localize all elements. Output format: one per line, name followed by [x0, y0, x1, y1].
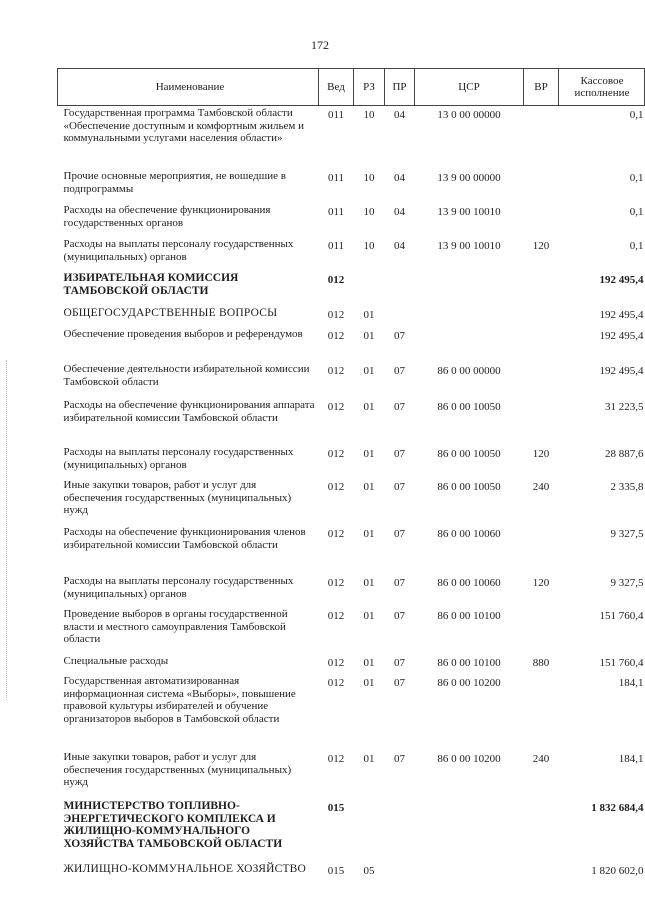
cell-sum: 0,1: [629, 172, 644, 184]
cell-pr: 07: [394, 657, 405, 669]
cell-csr: [415, 271, 524, 306]
cell-vr: [524, 327, 559, 362]
cell-pr: 04: [394, 240, 405, 252]
cell-name: ОБЩЕГОСУДАРСТВЕННЫЕ ВОПРОСЫ: [63, 307, 278, 319]
cell-csr: 86 0 00 00000: [437, 365, 501, 377]
table-row: [58, 445, 645, 478]
cell-ved: 012: [327, 528, 345, 540]
cell-rz: 01: [363, 677, 375, 689]
cell-sum: 2 335,8: [610, 481, 644, 493]
cell-vr: [524, 271, 559, 306]
cell-vr: [524, 862, 559, 895]
cell-vr: [524, 362, 559, 398]
cell-ved: 015: [327, 802, 345, 814]
table-row: [58, 398, 645, 445]
table-row: [58, 271, 645, 306]
cell-csr: 86 0 00 10050: [437, 481, 501, 493]
cell-csr: 86 0 00 10050: [437, 401, 501, 413]
cell-csr: [415, 327, 524, 362]
cell-name: Расходы на обеспечение функционирования государственных органов: [63, 204, 271, 229]
cell-name: Расходы на выплаты персоналу государственных (муниципальных) органов: [63, 446, 294, 471]
cell-vr: [524, 306, 559, 327]
cell-pr: 07: [394, 610, 405, 622]
header-sum: Кассовое исполнение: [559, 69, 645, 106]
cell-sum: 184,1: [618, 677, 644, 689]
table-row: [58, 654, 645, 674]
cell-sum: 1 832 684,4: [591, 802, 644, 814]
cell-ved: 012: [327, 577, 345, 589]
cell-vr: [524, 607, 559, 654]
cell-pr: [385, 271, 415, 306]
cell-pr: 07: [394, 448, 405, 460]
cell-pr: [385, 862, 415, 895]
cell-pr: 04: [394, 109, 405, 121]
cell-rz: 10: [363, 206, 375, 218]
cell-rz: 01: [363, 330, 375, 342]
cell-rz: 01: [363, 365, 375, 377]
cell-name: Государственная автоматизированная информационная система «Выборы», повышение правовой культуры избирателей и обучение организаторов выборов в Тамбовской области: [63, 675, 296, 725]
cell-vr: [524, 203, 559, 237]
cell-name: Прочие основные мероприятия, не вошедшие в подпрограммы: [63, 170, 286, 195]
cell-pr: [385, 306, 415, 327]
table-row: [58, 203, 645, 237]
cell-sum: 31 223,5: [605, 401, 644, 413]
cell-rz: 01: [363, 401, 375, 413]
table-row: [58, 478, 645, 525]
cell-csr: [415, 799, 524, 862]
cell-sum: 28 887,6: [605, 448, 644, 460]
cell-sum: 9 327,5: [610, 528, 644, 540]
cell-name: ЖИЛИЩНО-КОММУНАЛЬНОЕ ХОЗЯЙСТВО: [63, 863, 307, 875]
scan-margin-marks: [6, 360, 9, 700]
cell-name: Государственная программа Тамбовской области «Обеспечение доступным и комфортным жильем и коммунальными услугами населения области»: [63, 107, 304, 144]
cell-csr: 86 0 00 10200: [437, 753, 501, 765]
header-rz: РЗ: [354, 69, 385, 106]
cell-ved: 012: [327, 448, 345, 460]
cell-pr: 07: [394, 577, 405, 589]
cell-rz: 01: [363, 657, 375, 669]
cell-vr: 120: [532, 240, 550, 252]
cell-ved: 011: [327, 206, 345, 218]
table-row: [58, 362, 645, 398]
cell-vr: [524, 799, 559, 862]
cell-ved: 012: [327, 657, 345, 669]
cell-pr: [385, 799, 415, 862]
cell-ved: 012: [327, 274, 345, 286]
header-vr: ВР: [524, 69, 559, 106]
cell-ved: 012: [327, 309, 345, 321]
cell-ved: 012: [327, 330, 345, 342]
cell-name: Иные закупки товаров, работ и услуг для обеспечения государственных (муниципальных) нужд: [63, 751, 292, 788]
cell-csr: 13 9 00 10010: [437, 206, 501, 218]
cell-vr: 240: [532, 481, 550, 493]
cell-pr: 07: [394, 753, 405, 765]
cell-name: Обеспечение проведения выборов и референдумов: [63, 328, 303, 340]
cell-csr: 86 0 00 10100: [437, 657, 501, 669]
cell-ved: 012: [327, 481, 345, 493]
cell-vr: 240: [532, 753, 550, 765]
cell-vr: 120: [532, 577, 550, 589]
cell-ved: 011: [327, 240, 345, 252]
cell-pr: 07: [394, 401, 405, 413]
cell-pr: 07: [394, 528, 405, 540]
table-row: [58, 862, 645, 895]
cell-ved: 012: [327, 365, 345, 377]
cell-rz: 01: [363, 577, 375, 589]
cell-rz: [354, 799, 385, 862]
table-row: [58, 574, 645, 607]
cell-vr: 880: [532, 657, 550, 669]
table-body: [58, 106, 645, 896]
cell-sum: 0,1: [629, 240, 644, 252]
cell-vr: [524, 106, 559, 170]
cell-sum: 192 495,4: [599, 330, 644, 342]
cell-rz: [354, 271, 385, 306]
table-row: [58, 237, 645, 271]
table-row: [58, 169, 645, 203]
table-row: [58, 750, 645, 799]
cell-name: Расходы на выплаты персоналу государственных (муниципальных) органов: [63, 575, 294, 600]
cell-pr: 07: [394, 481, 405, 493]
header-csr: ЦСР: [415, 69, 524, 106]
cell-csr: [415, 862, 524, 895]
cell-ved: 012: [327, 401, 345, 413]
cell-csr: 86 0 00 10060: [437, 528, 501, 540]
cell-vr: 120: [532, 448, 550, 460]
cell-sum: 184,1: [618, 753, 644, 765]
cell-name: Иные закупки товаров, работ и услуг для обеспечения государственных (муниципальных) нужд: [63, 479, 292, 516]
cell-name: Расходы на обеспечение функционирования членов избирательной комиссии Тамбовской области: [63, 526, 306, 551]
cell-ved: 012: [327, 677, 345, 689]
cell-csr: [415, 306, 524, 327]
cell-csr: 86 0 00 10060: [437, 577, 501, 589]
cell-vr: [524, 674, 559, 750]
cell-csr: 86 0 00 10200: [437, 677, 501, 689]
cell-ved: 015: [327, 865, 345, 877]
table-row: [58, 327, 645, 362]
cell-pr: 04: [394, 206, 405, 218]
cell-rz: 01: [363, 753, 375, 765]
table-row: [58, 799, 645, 862]
cell-rz: 10: [363, 109, 375, 121]
header-ved: Вед: [319, 69, 354, 106]
table-row: [58, 306, 645, 327]
cell-vr: [524, 169, 559, 203]
cell-sum: 192 495,4: [599, 365, 644, 377]
header-name: Наименование: [58, 69, 319, 106]
cell-csr: 13 9 00 10010: [437, 240, 501, 252]
cell-name: ИЗБИРАТЕЛЬНАЯ КОМИССИЯ ТАМБОВСКОЙ ОБЛАСТИ: [63, 272, 239, 297]
table-row: [58, 525, 645, 574]
cell-vr: [524, 525, 559, 574]
cell-ved: 011: [327, 109, 345, 121]
cell-rz: 05: [363, 865, 375, 877]
page-number: 172: [311, 38, 329, 52]
cell-name: Специальные расходы: [63, 655, 169, 667]
cell-name: МИНИСТЕРСТВО ТОПЛИВНО-ЭНЕРГЕТИЧЕСКОГО КОМПЛЕКСА И ЖИЛИЩНО-КОММУНАЛЬНОГО ХОЗЯЙСТВА ТАМБОВСКОЙ ОБЛАСТИ: [63, 800, 283, 850]
cell-sum: 9 327,5: [610, 577, 644, 589]
cell-rz: 10: [363, 240, 375, 252]
cell-sum: 192 495,4: [599, 309, 644, 321]
cell-csr: 86 0 00 10050: [437, 448, 501, 460]
cell-csr: 13 0 00 00000: [437, 109, 501, 121]
cell-sum: 1 820 602,0: [591, 865, 644, 877]
table-row: [58, 674, 645, 750]
cell-rz: 01: [363, 448, 375, 460]
cell-rz: 10: [363, 172, 375, 184]
cell-sum: 151 760,4: [599, 657, 644, 669]
cell-vr: [524, 398, 559, 445]
cell-sum: 151 760,4: [599, 610, 644, 622]
cell-csr: 13 9 00 00000: [437, 172, 501, 184]
cell-name: Расходы на обеспечение функционирования аппарата избирательной комиссии Тамбовской области: [63, 399, 315, 424]
header-pr: ПР: [385, 69, 415, 106]
cell-ved: 012: [327, 753, 345, 765]
cell-name: Расходы на выплаты персоналу государственных (муниципальных) органов: [63, 238, 294, 263]
cell-rz: 01: [363, 528, 375, 540]
cell-rz: 01: [363, 481, 375, 493]
cell-rz: 01: [363, 610, 375, 622]
cell-sum: 0,1: [629, 109, 644, 121]
cell-pr: 07: [394, 365, 405, 377]
cell-pr: 04: [394, 172, 405, 184]
cell-pr: 07: [394, 330, 405, 342]
cell-pr: 07: [394, 677, 405, 689]
cell-name: Обеспечение деятельности избирательной комиссии Тамбовской области: [63, 363, 310, 388]
cell-sum: 0,1: [629, 206, 644, 218]
cell-name: Проведение выборов в органы государственной власти и местного самоуправления Тамбовской области: [63, 608, 288, 645]
cell-ved: 012: [327, 610, 345, 622]
cell-ved: 011: [327, 172, 345, 184]
table-header-row: [58, 69, 645, 106]
cell-sum: 192 495,4: [599, 274, 644, 286]
cell-csr: 86 0 00 10100: [437, 610, 501, 622]
budget-table: [57, 68, 645, 895]
table-row: [58, 607, 645, 654]
table-row: [58, 106, 645, 170]
cell-rz: 01: [363, 309, 375, 321]
